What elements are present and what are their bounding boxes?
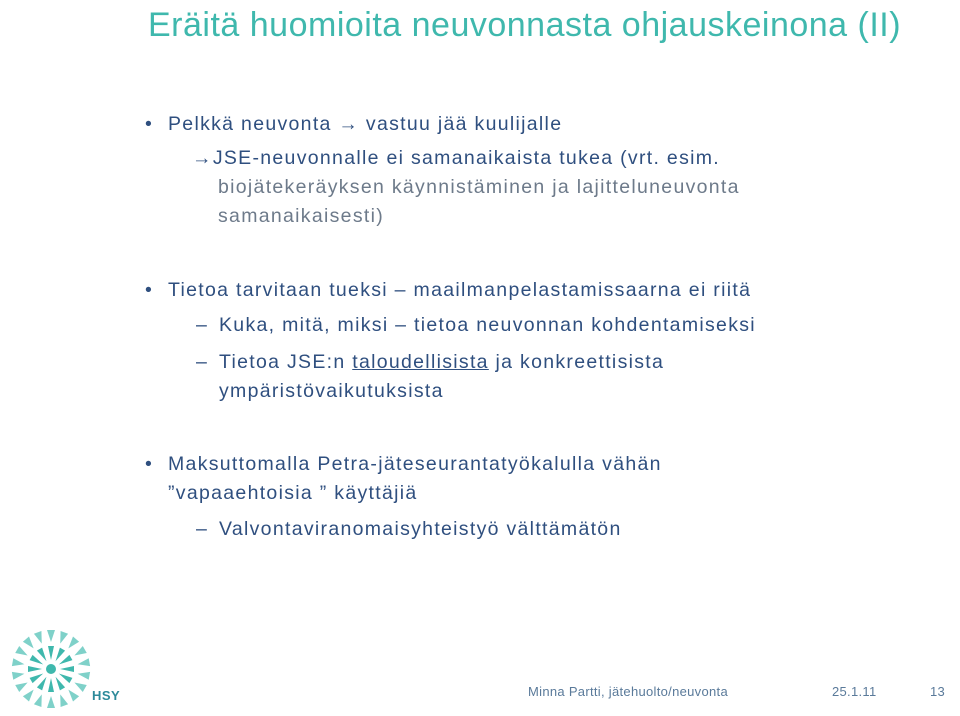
arrow-subtext-line1: JSE-neuvonnalle ei samanaikaista tukea (vrt. esim. [212, 147, 721, 169]
hsy-sun-logo-icon [8, 626, 94, 712]
bullet-1-text-b: vastuu jää kuulijalle [359, 113, 563, 135]
footer-author: Minna Partti, jätehuolto/neuvonta [528, 684, 728, 699]
subbullet-3-text: Valvontaviranomaisyhteistyö välttämätön [219, 518, 622, 540]
subbullet-marker: – [196, 314, 209, 336]
logo-text: HSY [92, 688, 121, 703]
subbullet-2-text-b: ja konkreettisista [488, 351, 665, 373]
subbullet-2-text-a: Tietoa JSE:n [219, 351, 353, 373]
bullet-marker: • [145, 113, 154, 135]
footer-page-number: 13 [930, 684, 946, 699]
bullet-marker: • [145, 453, 154, 475]
arrow-subtext-line2: biojätekeräyksen käynnistäminen ja lajitteluneuvonta [218, 176, 740, 198]
bullet-3-line2: ”vapaaehtoisia ” käyttäjiä [168, 482, 418, 504]
footer-date: 25.1.11 [832, 684, 877, 699]
slide-title: Eräitä huomioita neuvonnasta ohjauskeinona (II) [148, 6, 902, 44]
arrow-subtext-line3: samanaikaisesti) [218, 205, 385, 227]
bullet-3-line1: Maksuttomalla Petra-jäteseurantatyökalulla vähän [168, 453, 662, 475]
arrow-subtext [192, 144, 740, 231]
subbullet-2-text-underlined: taloudellisista [352, 351, 489, 373]
arrow-icon: → [338, 113, 360, 135]
subbullet-2-text-c: ympäristövaikutuksista [219, 380, 444, 402]
arrow-icon: → [192, 147, 213, 169]
bullet-marker: • [145, 279, 154, 301]
bullet-1-text-a: Pelkkä neuvonta [168, 113, 339, 135]
subbullet-1-text: Kuka, mitä, miksi – tietoa neuvonnan kohdentamiseksi [219, 314, 756, 336]
bullet-2-text: Tietoa tarvitaan tueksi – maailmanpelastamissaarna ei riitä [168, 279, 752, 301]
subbullet-marker: – [196, 351, 209, 373]
subbullet-marker: – [196, 518, 209, 540]
